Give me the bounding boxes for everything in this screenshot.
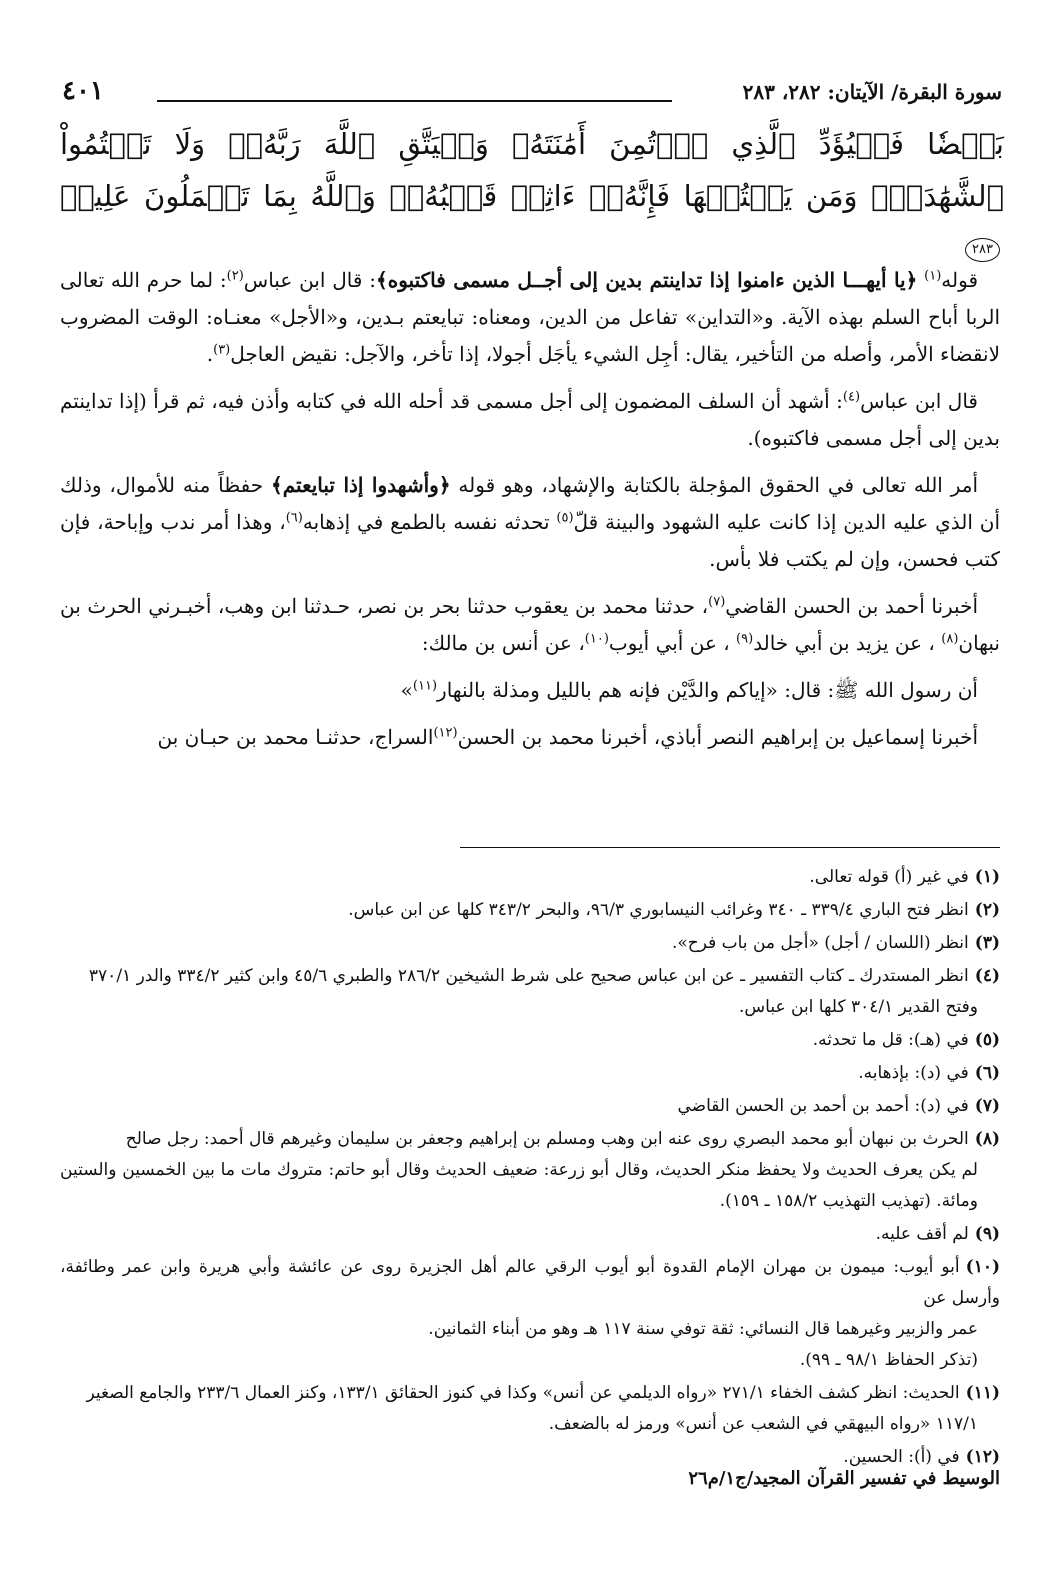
p4-text-b: ، حدثنا محمد بن يعقوب حدثنا بحر بن نصر، حـدثنا ابن وهب، أخبـرني الحرث بن نبهان [60, 594, 1000, 655]
p5-text-a: أن رسول الله ﷺ: قال: «إياكم والدَّيْن فإنه هم بالليل ومذلة بالنهار [437, 678, 978, 702]
footnote-number: (٨) [974, 1129, 1000, 1149]
paragraph-6 [60, 719, 1000, 756]
footnote-text: أبو أيوب: ميمون بن مهران الإمام القدوة أبو أيوب الرقي عالم أهل الجزيرة روى عن عائشة وأبي هريرة وابن عمر وطائفة، وأرسل عن [60, 1257, 1000, 1308]
p2-text-a: قال ابن عباس [860, 389, 978, 413]
footnote-ref-2: (٢) [226, 268, 244, 284]
footnote-text: انظر المستدرك ـ كتاب التفسير ـ عن ابن عباس صحيح على شرط الشيخين ٢٨٦/٢ والطبري ٤٥/٦ وابن كثير ٣٣٤/٢ والدر ٣٧٠/١ [88, 966, 969, 986]
commentary-body [60, 262, 1000, 766]
p3-text-c: حفظاً منه للأموال، وذلك أن الذي عليه الدين إذا كانت عليه الشهود والبينة قلّ [60, 473, 1000, 534]
p4-text-c: ، عن يزيد بن أبي خالد [753, 631, 935, 655]
footnote-text: انظر فتح الباري ٣٣٩/٤ ـ ٣٤٠ وغرائب النيسابوري ٩٦/٣، والبحر ٣٤٣/٢ كلها عن ابن عباس. [348, 900, 969, 920]
p3-text-d: تحدثه نفسه بالطمع في إذهابه [302, 510, 550, 534]
quran-verse [60, 118, 1004, 274]
p5-text-b: » [400, 678, 413, 702]
footnote-number: (٤) [974, 966, 1000, 986]
footnote-ref-12: (١٢) [433, 725, 458, 741]
paragraph-3 [60, 467, 1000, 578]
ayah-number-marker: ٢٨٣ [965, 238, 1000, 262]
footnote-number: (٩) [974, 1224, 1000, 1244]
paragraph-4 [60, 588, 1000, 662]
footnote [60, 1252, 1000, 1376]
footnote-ref-7: (٧) [708, 594, 726, 610]
p4-text-d: ، عن أبي أيوب [608, 631, 730, 655]
footnote-continuation: لم يكن يعرف الحديث ولا يحفظ منكر الحديث، وقال أبو زرعة: ضعيف الحديث وقال أبو حاتم: متروك مات ما بين الخمسين والستين ومائة. (تهذيب التهذيب ١٥٨/٢ ـ ١٥٩). [60, 1160, 978, 1211]
p1-text-a: قوله [941, 268, 979, 292]
footnote-ref-9: (٩) [736, 631, 754, 647]
footnote-number: (١٢) [965, 1447, 1000, 1467]
footnote [60, 1091, 1000, 1122]
p3-verse-quote: ﴿وأشهدوا إذا تبايعتم﴾ [271, 473, 451, 497]
footnote-ref-1: (١) [924, 268, 942, 284]
p1-text-d: : لما حرم الله تعالى الربا أباح السلم بهذه الآية. و«التداين» تفاعل من الدين، ومعناه: تبايعتم بـدين، و«الأجل» معنـاه: الوقت المضروب لانقضاء الأمر، وأصله من التأخير، يقال: أجِل الشيء يأجَل أجولا، إذا تأخر، والآجل: نقيض العاجل [60, 268, 1000, 366]
footnote-text: في (هـ): قل ما تحدثه. [812, 1030, 969, 1050]
footnote-ref-11: (١١) [412, 678, 438, 694]
footnote-continuation: (تذكر الحفاظ ٩٨/١ ـ ٩٩). [799, 1350, 978, 1370]
p1-verse-quote: ﴿يا أيهـــا الذين ءامنوا إذا تداينتم بدين إلى أجــل مسمى فاكتبوه﴾ [376, 268, 918, 292]
p1-text-e: . [206, 342, 214, 366]
footnote-ref-10: (١٠) [584, 631, 609, 647]
p6-text-a: أخبرنا إسماعيل بن إبراهيم النصر أباذي، أخبرنا محمد بن الحسن [457, 725, 978, 749]
footnote-continuation: عمر والزبير وغيرهما قال النسائي: ثقة توفي سنة ١١٧ هـ وهو من أبناء الثمانين. [428, 1319, 978, 1339]
footnotes-section [60, 862, 1000, 1475]
footnote-text: في (د): بإذهابه. [858, 1063, 969, 1083]
footnote-continuation: وفتح القدير ٣٠٤/١ كلها ابن عباس. [738, 997, 978, 1017]
footnote [60, 1124, 1000, 1217]
paragraph-5-hadith [60, 672, 1000, 709]
quran-text: بَعۡضٗا فَلۡيُؤَدِّ ٱلَّذِي ٱؤۡتُمِنَ أَمَٰنَتَهُۥ وَلۡيَتَّقِ ٱللَّهَ رَبَّهُۥۗ وَلَا تَكۡتُمُواْ ٱلشَّهَٰدَةَۚ وَمَن يَكۡتُمۡهَا فَإِنَّهُۥٓ ءَاثِمٞ قَلۡبُهُۥۗ وَٱللَّهُ بِمَا تَعۡمَلُونَ عَلِيمٞ [60, 127, 1004, 213]
footnote-text: الحرث بن نبهان أبو محمد البصري روى عنه ابن وهب ومسلم بن إبراهيم وجعفر بن سليمان وغيرهم قال أحمد: رجل صالح [125, 1129, 969, 1149]
printer-signature: الوسيط في تفسير القرآن المجيد/ج١/م٢٦ [688, 1468, 1000, 1489]
page-header [62, 76, 1002, 116]
footnote-number: (٣) [974, 933, 1000, 953]
footnote [60, 862, 1000, 893]
footnote-continuation: ١١٧/١ «رواه البيهقي في الشعب عن أنس» ورمز له بالضعف. [548, 1414, 978, 1434]
footnote [60, 928, 1000, 959]
footnote [60, 1219, 1000, 1250]
footnote-ref-6: (٦) [285, 510, 303, 526]
footnote-text: لم أقف عليه. [875, 1224, 969, 1244]
footnote-number: (٦) [974, 1063, 1000, 1083]
paragraph-1 [60, 262, 1000, 373]
footnote-text: في (أ): الحسين. [843, 1447, 960, 1467]
footnote-ref-4: (٤) [842, 389, 861, 405]
footnote [60, 1058, 1000, 1089]
footnote-ref-8: (٨) [941, 631, 959, 647]
p1-text-c: : قال ابن عباس [243, 268, 376, 292]
page-number: ٤٠١ [62, 76, 104, 106]
header-rule [157, 100, 672, 102]
surah-label: سورة البقرة/ الآيتان: ٢٨٢، ٢٨٣ [742, 80, 1002, 104]
footnote-separator [460, 847, 1000, 848]
footnote [60, 1378, 1000, 1440]
p4-text-a: أخبرنا أحمد بن الحسن القاضي [725, 594, 978, 618]
footnote-text: في (د): أحمد بن أحمد بن الحسن القاضي [677, 1096, 969, 1116]
footnote-number: (١١) [965, 1383, 1000, 1403]
footnote-number: (١) [974, 867, 1000, 887]
p2-text-b: : أشهد أن السلف المضمون إلى أجل مسمى قد أحله الله في كتابه وأذن فيه، ثم قرأ (إذا تداينتم بدين إلى أجل مسمى فاكتبوه). [60, 389, 1000, 450]
footnote-number: (١٠) [965, 1257, 1000, 1277]
footnote-text: انظر (اللسان / أجل) «أجل من باب فرح». [671, 933, 969, 953]
p3-text-a: أمر الله تعالى في الحقوق المؤجلة بالكتابة والإشهاد، وهو قوله [458, 473, 979, 497]
p6-text-b: السراج، حدثنـا محمد بن حبـان بن [157, 725, 434, 749]
footnote-text: الحديث: انظر كشف الخفاء ٢٧١/١ «رواه الديلمي عن أنس» وكذا في كنوز الحقائق ١٣٣/١، وكنز العمال ٢٣٣/٦ والجامع الصغير [86, 1383, 960, 1403]
p3-text-e: ، وهذا أمر ندب وإباحة، فإن كتب فحسن، وإن لم يكتب فلا بأس. [60, 510, 1000, 571]
footnote-number: (٢) [974, 900, 1000, 920]
paragraph-2 [60, 383, 1000, 457]
footnote-number: (٧) [974, 1096, 1000, 1116]
footnote-text: في غير (أ) قوله تعالى. [809, 867, 969, 887]
footnote [60, 895, 1000, 926]
footnote [60, 1025, 1000, 1056]
p4-text-e: ، عن أنس بن مالك: [421, 631, 585, 655]
footnote-ref-3: (٣) [213, 342, 231, 358]
footnote [60, 961, 1000, 1023]
footnote-number: (٥) [974, 1030, 1000, 1050]
footnote-ref-5: (٥) [556, 510, 574, 526]
